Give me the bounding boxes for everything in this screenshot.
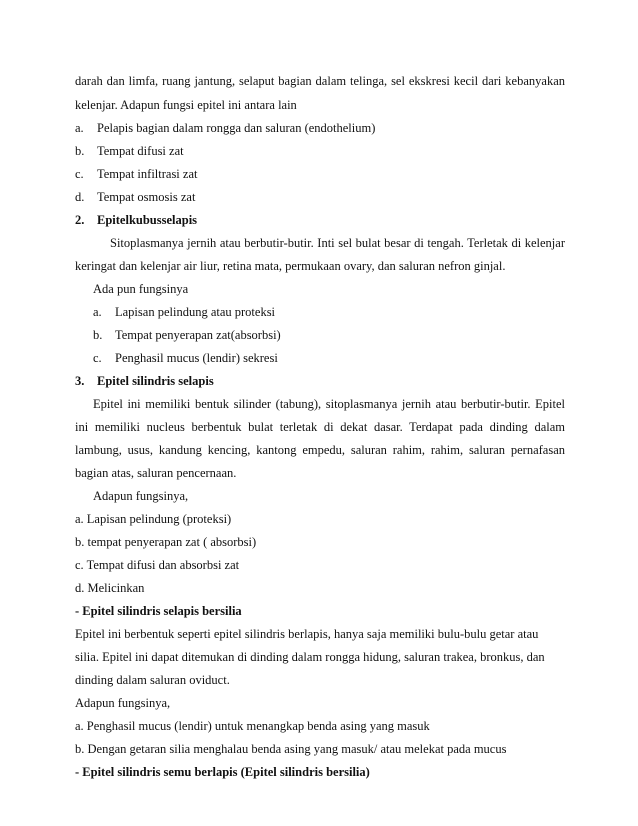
- list-item: a. Penghasil mucus (lendir) untuk menangkap benda asing yang masuk: [75, 719, 430, 733]
- list-item: b. Dengan getaran silia menghalau benda asing yang masuk/ atau melekat pada mucus: [75, 742, 507, 756]
- list-marker: b.: [75, 144, 85, 158]
- paragraph-line: Adapun fungsinya,: [93, 489, 189, 503]
- paragraph-line: keringat dan kelenjar air liur, retina mata, permukaan ovary, dan saluran nefron ginjal.: [75, 259, 506, 273]
- list-item: a. Lapisan pelindung (proteksi): [75, 512, 232, 526]
- list-item: [75, 167, 197, 182]
- paragraph-line: Epitel ini memiliki bentuk silinder (tabung), sitoplasmanya jernih atau berbutir-butir. Epitel: [93, 397, 565, 411]
- list-item: d. Melicinkan: [75, 581, 145, 595]
- paragraph-line: darah dan limfa, ruang jantung, selaput bagian dalam telinga, sel ekskresi kecil dari kebanyakan: [75, 74, 565, 88]
- list-marker: c.: [93, 351, 102, 365]
- subsection-heading: - Epitel silindris semu berlapis (Epitel silindris bersilia): [75, 765, 370, 779]
- paragraph-line: kelenjar. Adapun fungsi epitel ini antara lain: [75, 98, 297, 112]
- list-marker: d.: [75, 190, 85, 204]
- list-item: [93, 328, 281, 343]
- section-heading: [75, 374, 214, 389]
- list-item: [93, 351, 278, 366]
- list-item-text: Tempat infiltrasi zat: [97, 167, 198, 181]
- list-item: [93, 305, 275, 320]
- section-title: Epitelkubusselapis: [97, 213, 198, 227]
- section-number: 3.: [75, 374, 85, 388]
- paragraph-line: silia. Epitel ini dapat ditemukan di dinding dalam rongga hidung, saluran trakea, bronkus, dan: [75, 650, 545, 664]
- paragraph-line: Adapun fungsinya,: [75, 696, 171, 710]
- list-item: b. tempat penyerapan zat ( absorbsi): [75, 535, 257, 549]
- paragraph-line: Sitoplasmanya jernih atau berbutir-butir. Inti sel bulat besar di tengah. Terletak di kelenjar: [110, 236, 565, 250]
- paragraph-line: dinding dalam saluran oviduct.: [75, 673, 230, 687]
- list-item: [75, 121, 375, 136]
- paragraph-line: bagian atas, saluran pencernaan.: [75, 466, 237, 480]
- list-marker: b.: [93, 328, 103, 342]
- list-item-text: Pelapis bagian dalam rongga dan saluran (endothelium): [97, 121, 376, 135]
- paragraph-line: ini memiliki nucleus berbentuk bulat terletak di dekat dasar. Terdapat pada dinding dalam: [75, 420, 565, 434]
- list-item-text: Lapisan pelindung atau proteksi: [115, 305, 276, 319]
- list-marker: c.: [75, 167, 84, 181]
- paragraph-line: Epitel ini berbentuk seperti epitel silindris berlapis, hanya saja memiliki bulu-bulu getar atau: [75, 627, 539, 641]
- list-item-text: Tempat penyerapan zat(absorbsi): [115, 328, 281, 342]
- list-item: c. Tempat difusi dan absorbsi zat: [75, 558, 240, 572]
- list-item-text: Penghasil mucus (lendir) sekresi: [115, 351, 278, 365]
- list-item-text: Tempat osmosis zat: [97, 190, 196, 204]
- paragraph-line: Ada pun fungsinya: [93, 282, 189, 296]
- paragraph-line: lambung, usus, kandung kencing, kantong empedu, saluran rahim, rahim, saluran pernafasan: [75, 443, 565, 457]
- subsection-heading: - Epitel silindris selapis bersilia: [75, 604, 242, 618]
- list-item: [75, 190, 195, 205]
- list-item-text: Tempat difusi zat: [97, 144, 184, 158]
- list-marker: a.: [75, 121, 84, 135]
- section-heading: [75, 213, 197, 228]
- list-marker: a.: [93, 305, 102, 319]
- section-number: 2.: [75, 213, 85, 227]
- section-title: Epitel silindris selapis: [97, 374, 214, 388]
- list-item: [75, 144, 184, 159]
